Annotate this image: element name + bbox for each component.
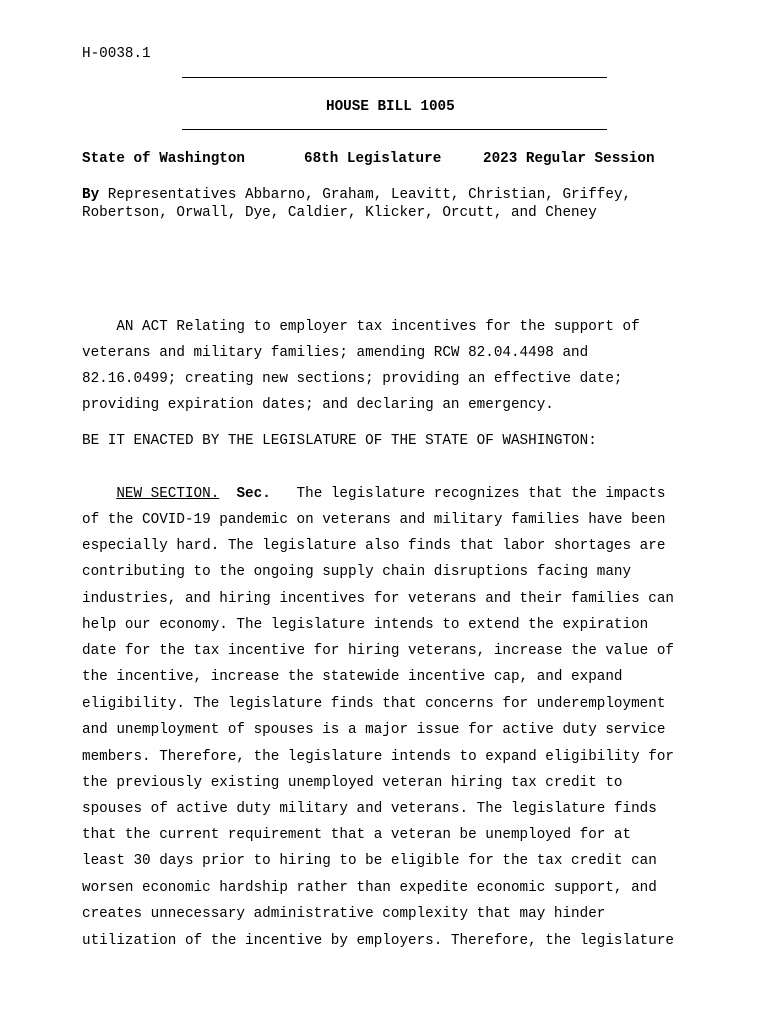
section-line: help our economy. The legislature intends to extend the expiration bbox=[82, 617, 649, 633]
legislature-number: 68th Legislature bbox=[304, 151, 442, 167]
section-line: least 30 days prior to hiring to be eligible for the tax credit can bbox=[82, 853, 657, 869]
act-line: AN ACT Relating to employer tax incentives for the support of bbox=[82, 319, 640, 335]
session-name: 2023 Regular Session bbox=[483, 151, 655, 167]
section-line: utilization of the incentive by employers. Therefore, the legislature bbox=[82, 933, 674, 949]
section-line: date for the tax incentive for hiring veterans, increase the value of bbox=[82, 643, 674, 659]
new-section-label: NEW SECTION. bbox=[116, 486, 220, 502]
section-line: members. Therefore, the legislature intends to expand eligibility for bbox=[82, 749, 674, 765]
sponsors-line-2: Robertson, Orwall, Dye, Caldier, Klicker, Orcutt, and Cheney bbox=[82, 205, 597, 221]
section-line: worsen economic hardship rather than expedite economic support, and bbox=[82, 880, 657, 896]
section-line: the previously existing unemployed veteran hiring tax credit to bbox=[82, 775, 623, 791]
act-line: veterans and military families; amending RCW 82.04.4498 and bbox=[82, 345, 589, 361]
section-line: the incentive, increase the statewide incentive cap, and expand bbox=[82, 669, 623, 685]
act-line: 82.16.0499; creating new sections; providing an effective date; bbox=[82, 371, 623, 387]
sec-label: Sec. bbox=[236, 486, 271, 502]
bill-title: HOUSE BILL 1005 bbox=[326, 99, 455, 115]
section-line: contributing to the ongoing supply chain disruptions facing many bbox=[82, 564, 632, 580]
document-id: H-0038.1 bbox=[82, 46, 151, 62]
section-line: especially hard. The legislature also finds that labor shortages are bbox=[82, 538, 666, 554]
act-line: providing expiration dates; and declaring an emergency. bbox=[82, 397, 554, 413]
section-line: industries, and hiring incentives for veterans and their families can bbox=[82, 591, 674, 607]
title-rule-top bbox=[182, 77, 607, 78]
sponsors-line-1 bbox=[82, 187, 631, 203]
section-line: of the COVID-19 pandemic on veterans and military families have been bbox=[82, 512, 666, 528]
section-line: spouses of active duty military and veterans. The legislature finds bbox=[82, 801, 657, 817]
section-line: and unemployment of spouses is a major issue for active duty service bbox=[82, 722, 666, 738]
section-line: eligibility. The legislature finds that concerns for underemployment bbox=[82, 696, 666, 712]
section-line: that the current requirement that a veteran be unemployed for at bbox=[82, 827, 632, 843]
state-name: State of Washington bbox=[82, 151, 246, 167]
section-first-line bbox=[82, 485, 665, 503]
section-first-line-text: The legislature recognizes that the impacts bbox=[270, 486, 666, 502]
sponsors-names-1: Representatives Abbarno, Graham, Leavitt, Christian, Griffey, bbox=[99, 187, 632, 203]
sponsors-by-label: By bbox=[82, 187, 100, 203]
title-rule-bottom bbox=[182, 129, 607, 130]
enacting-clause: BE IT ENACTED BY THE LEGISLATURE OF THE STATE OF WASHINGTON: bbox=[82, 433, 597, 449]
section-line: creates unnecessary administrative complexity that may hinder bbox=[82, 906, 606, 922]
